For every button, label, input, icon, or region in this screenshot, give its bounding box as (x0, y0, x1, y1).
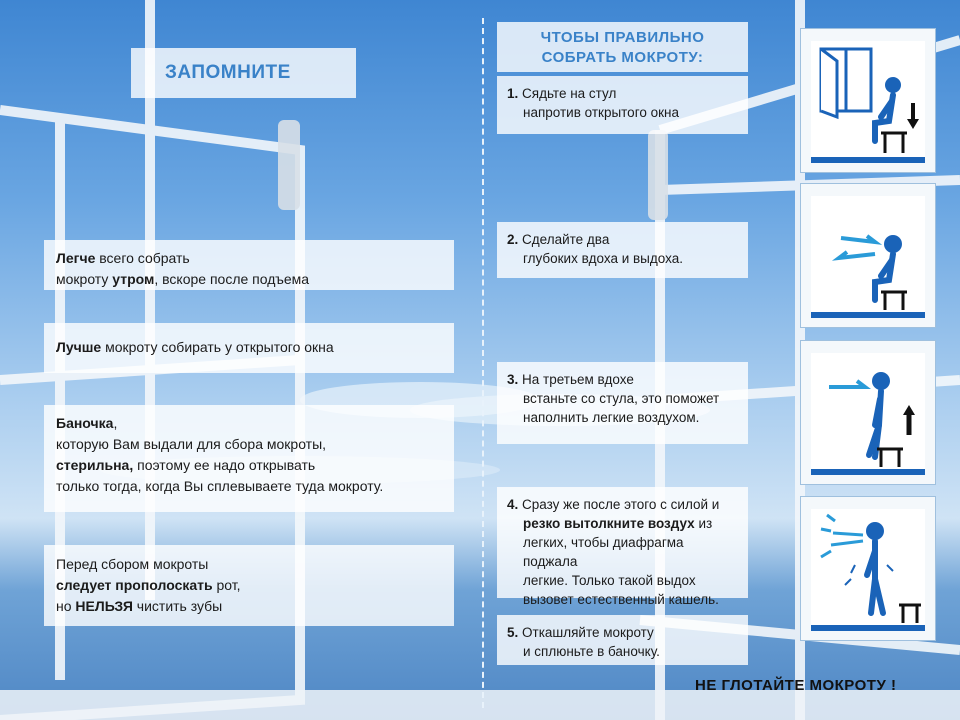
step-line (507, 408, 738, 427)
breathing-person-icon (800, 183, 936, 328)
emphasis-text: НЕЛЬЗЯ (75, 598, 133, 614)
step-number: 3. (507, 372, 523, 387)
tip-line (56, 413, 442, 434)
step-number: 2. (507, 232, 523, 247)
step-line (507, 389, 738, 408)
emphasis-text: Баночка (56, 415, 114, 431)
tip-line (56, 434, 442, 455)
text-run: , (113, 415, 118, 431)
step-line (507, 514, 738, 533)
steps-title-line: ЧТОБЫ ПРАВИЛЬНО (540, 29, 705, 46)
step-box (497, 76, 748, 134)
text-run: легкие. Только такой выдох (523, 573, 696, 588)
text-run: глубоких вдоха и выдоха. (523, 251, 683, 266)
text-run: но (56, 598, 76, 614)
step-box (497, 362, 748, 444)
tip-box (44, 323, 454, 373)
emphasis-text: стерильна, (56, 457, 134, 473)
text-run: чистить зубы (132, 598, 223, 614)
coughing-person-icon (800, 496, 936, 641)
step-box (497, 487, 748, 607)
tip-line (56, 596, 442, 617)
tip-box (44, 405, 454, 512)
column-divider (482, 18, 484, 708)
text-run: Перед сбором мокроты (56, 556, 209, 572)
text-run: рот, (212, 577, 241, 593)
step-line (507, 590, 738, 609)
text-run: мокроту (56, 271, 113, 287)
text-run: Сделайте два (522, 232, 610, 247)
tip-line (56, 476, 442, 497)
tip-box (44, 240, 454, 290)
warning-text: НЕ ГЛОТАЙТЕ МОКРОТУ ! (695, 677, 897, 694)
step-text (507, 495, 738, 609)
text-run: и сплюньте в баночку. (523, 644, 660, 659)
emphasis-text: Лучше (56, 339, 102, 355)
page-title: ЗАПОМНИТЕ (131, 48, 356, 98)
text-run: , вскоре после подъема (154, 271, 310, 287)
text-run: всего собрать (95, 250, 190, 266)
step-text (507, 230, 738, 268)
tip-line (56, 269, 442, 290)
step-box (497, 615, 748, 665)
step-number: 1. (507, 86, 523, 101)
step-box (497, 222, 748, 278)
step-line (507, 533, 738, 571)
text-run: Сядьте на стул (522, 86, 617, 101)
seated-person-window-icon (800, 28, 936, 173)
tip-box (44, 545, 454, 626)
text-run: Откашляйте мокроту (522, 625, 654, 640)
text-run: легких, чтобы диафрагма поджала (523, 535, 684, 569)
step-line (507, 84, 738, 103)
emphasis-text: утром (112, 271, 155, 287)
emphasis-text: Легче (56, 250, 96, 266)
step-text (507, 623, 738, 661)
text-run: мокроту собирать у открытого окна (101, 339, 334, 355)
tip-text (56, 413, 442, 497)
text-run: поэтому ее надо открывать (133, 457, 316, 473)
text-run: только тогда, когда Вы сплевываете туда мокроту. (56, 478, 384, 494)
steps-title-line: СОБРАТЬ МОКРОТУ: (541, 49, 704, 66)
step-text (507, 370, 738, 427)
step-line (507, 642, 738, 661)
emphasis-text: резко вытолкните воздух (523, 516, 695, 531)
tip-line (56, 248, 442, 269)
step-line (507, 623, 738, 642)
text-run: наполнить легкие воздухом. (523, 410, 700, 425)
text-run: вызовет естественный кашель. (523, 592, 719, 607)
step-line (507, 249, 738, 268)
text-run: Сразу же после этого с силой и (522, 497, 720, 512)
step-line (507, 103, 738, 122)
step-line (507, 230, 738, 249)
text-run: На третьем вдохе (522, 372, 634, 387)
steps-title (500, 28, 745, 68)
step-line (507, 571, 738, 590)
text-run: из (694, 516, 713, 531)
step-line (507, 495, 738, 514)
step-number: 5. (507, 625, 523, 640)
text-run: напротив открытого окна (523, 105, 679, 120)
emphasis-text: следует прополоскать (56, 577, 213, 593)
tip-text (56, 554, 442, 617)
tip-line (56, 337, 442, 358)
step-text (507, 84, 738, 122)
text-run: которую Вам выдали для сбора мокроты, (56, 436, 327, 452)
tip-line (56, 575, 442, 596)
text-run: встаньте со стула, это поможет (523, 391, 720, 406)
step-line (507, 370, 738, 389)
tip-line (56, 554, 442, 575)
tip-text (56, 337, 442, 358)
tip-text (56, 248, 442, 290)
step-number: 4. (507, 497, 523, 512)
standing-person-inhale-icon (800, 340, 936, 485)
tip-line (56, 455, 442, 476)
